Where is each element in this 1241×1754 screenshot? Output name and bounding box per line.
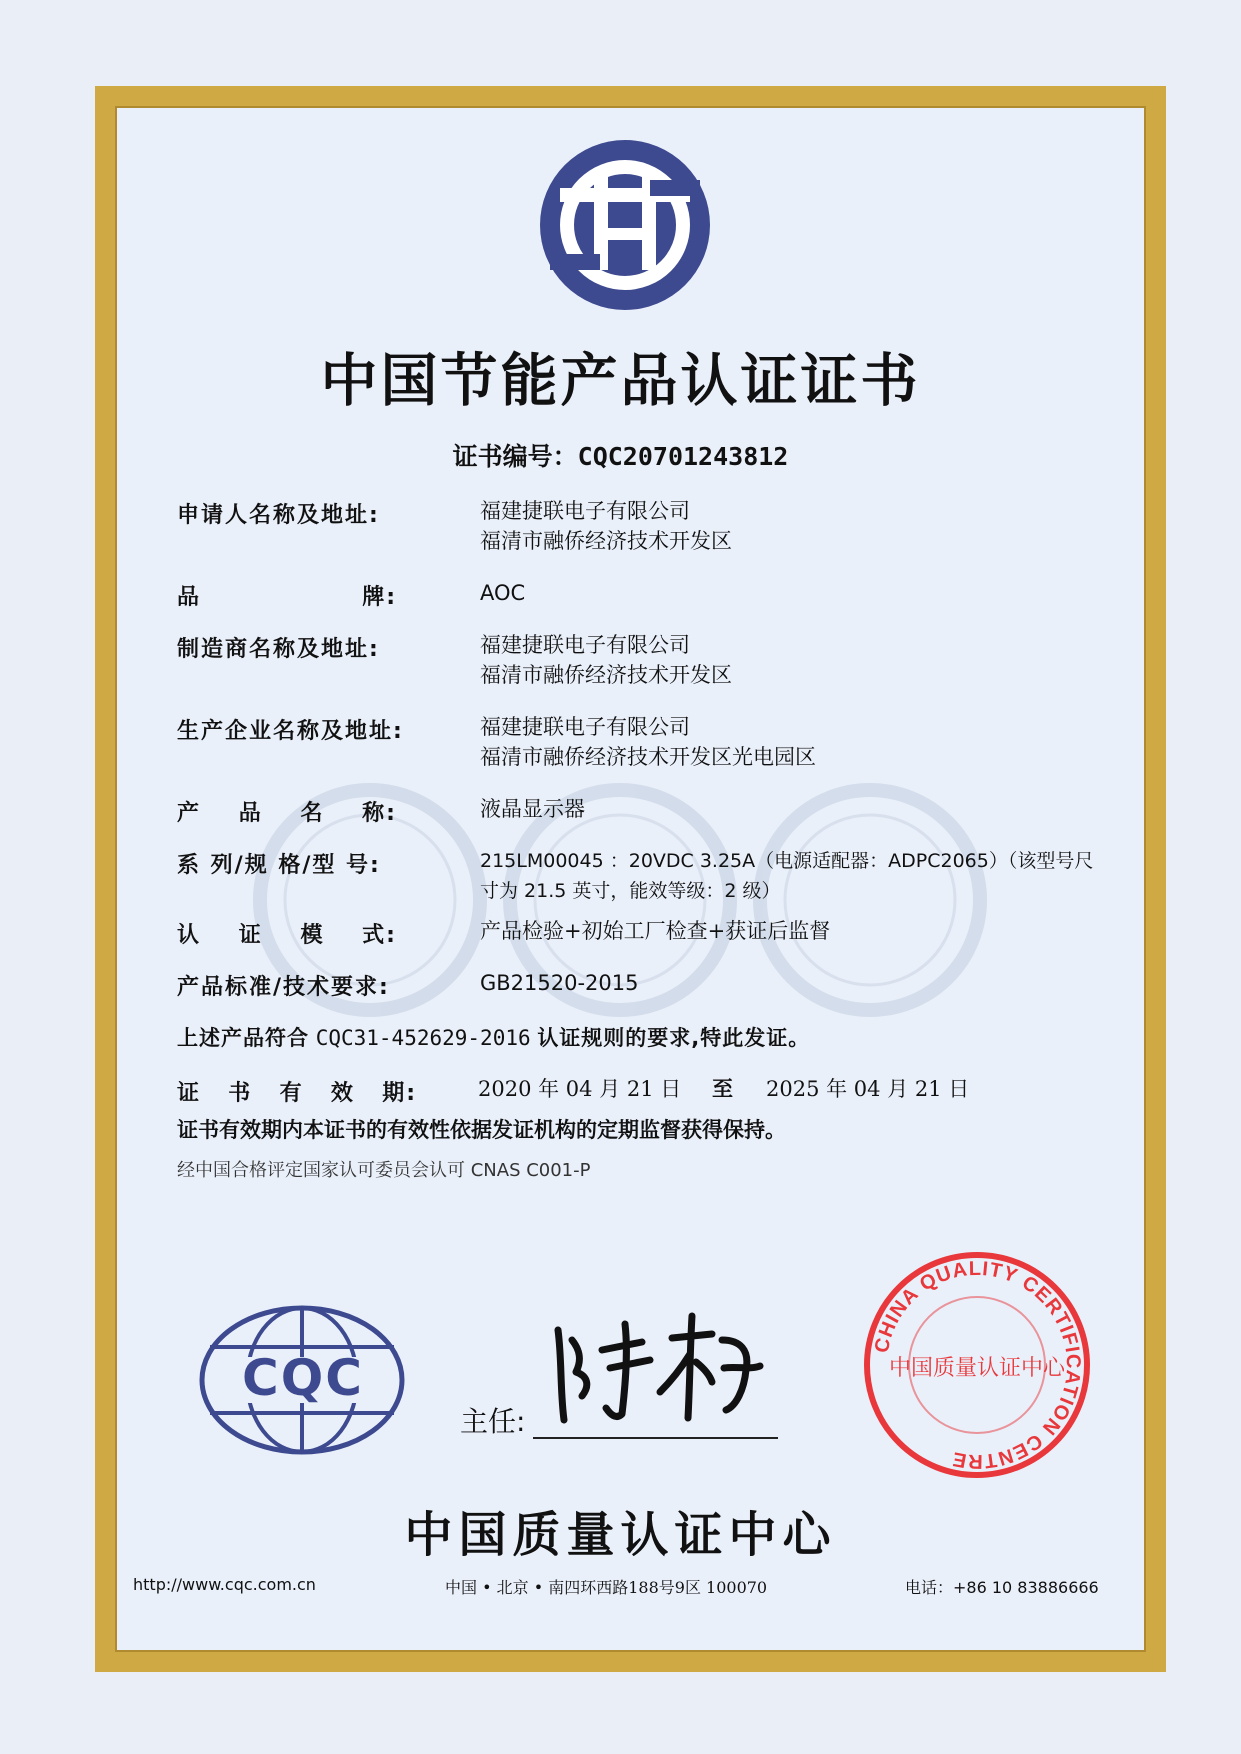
statement-rule: CQC31-452629-2016 [315, 1026, 531, 1050]
conformity-statement [177, 1022, 810, 1052]
signature-label: 主任: [460, 1405, 526, 1438]
validity-to-word: 至 [712, 1076, 733, 1101]
validity-label: 证 书 有 效 期: [177, 1081, 417, 1106]
footer-address: 中国 • 北京 • 南四环西路188号9区 100070 [445, 1578, 768, 1597]
cqc-seal-logo-icon [540, 140, 710, 310]
certificate-number-label: 证书编号： [452, 442, 578, 471]
product-name-value: 液晶显示器 [480, 797, 585, 821]
factory-value [480, 712, 816, 772]
certificate-number [0, 437, 1241, 473]
cert-mode-label: 认 证 模 式: [177, 923, 397, 948]
signature-line [533, 1437, 778, 1439]
validity-from: 2020 年 04 月 21 日 [478, 1077, 682, 1101]
handwritten-signature-icon [540, 1310, 780, 1430]
factory-name: 福建捷联电子有限公司 [480, 715, 690, 739]
manufacturer-value [480, 630, 732, 690]
validity-to: 2025 年 04 月 21 日 [766, 1077, 970, 1101]
model-value [480, 846, 1093, 906]
stamp-outer-text: CHINA QUALITY CERTIFICATION CENTRE [870, 1257, 1085, 1473]
factory-label: 生产企业名称及地址: [177, 719, 404, 744]
standard-value: GB21520-2015 [480, 971, 639, 995]
brand-label: 品 牌: [177, 585, 397, 610]
standard-label: 产品标准/技术要求: [177, 975, 390, 1000]
model-label: 系 列/规 格/型 号: [177, 853, 381, 878]
footer-phone: 电话：+86 10 83886666 [905, 1578, 1099, 1597]
accreditation-note: 经中国合格评定国家认可委员会认可 CNAS C001-P [177, 1160, 591, 1181]
footer-website[interactable]: http://www.cqc.com.cn [133, 1575, 316, 1594]
manufacturer-name: 福建捷联电子有限公司 [480, 633, 690, 657]
applicant-name: 福建捷联电子有限公司 [480, 499, 690, 523]
model-line-2: 寸为 21.5 英寸，能效等级：2 级） [480, 880, 781, 902]
stamp-inner-text: 中国质量认证中心 [888, 1356, 1066, 1381]
brand-value: AOC [480, 581, 526, 605]
manufacturer-address: 福清市融侨经济技术开发区 [480, 663, 732, 687]
applicant-value [480, 496, 732, 556]
issuer-name: 中国质量认证中心 [404, 1507, 837, 1563]
statement-suffix: 认证规则的要求,特此发证。 [537, 1026, 811, 1050]
validity-note: 证书有效期内本证书的有效性依据发证机构的定期监督获得保持。 [177, 1118, 786, 1142]
cqc-logo-text: CQC [242, 1349, 364, 1407]
manufacturer-label: 制造商名称及地址: [177, 637, 380, 662]
model-line-1: 215LM00045 ：20VDC 3.25A（电源适配器：ADPC2065）（该型号尺 [480, 850, 1094, 872]
applicant-address: 福清市融侨经济技术开发区 [480, 529, 732, 553]
cert-mode-value: 产品检验+初始工厂检查+获证后监督 [480, 919, 831, 943]
certification-stamp-icon [862, 1250, 1092, 1480]
applicant-label: 申请人名称及地址: [177, 503, 380, 528]
statement-prefix: 上述产品符合 [177, 1026, 309, 1050]
product-name-label: 产 品 名 称: [177, 801, 397, 826]
certificate-number-value: CQC20701243812 [577, 442, 789, 471]
certificate-title: 中国节能产品认证证书 [320, 348, 921, 414]
factory-address: 福清市融侨经济技术开发区光电园区 [480, 745, 816, 769]
